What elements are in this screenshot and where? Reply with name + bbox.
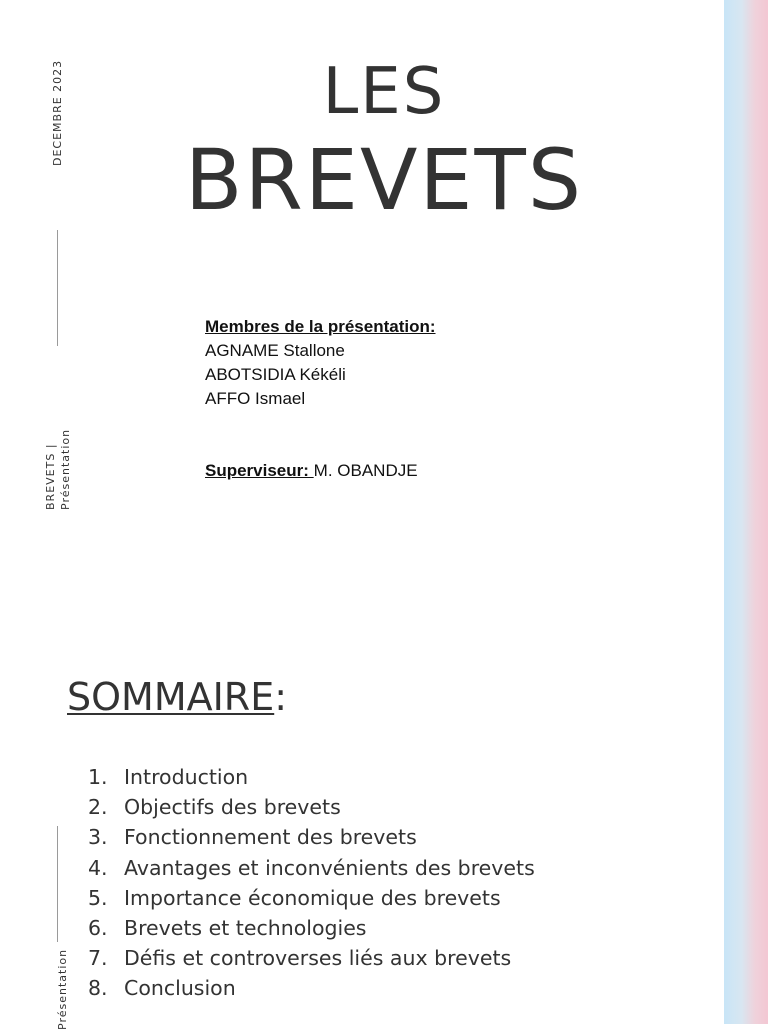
title-line2: BREVETS: [184, 131, 584, 229]
member-name: AFFO Ismael: [205, 389, 306, 408]
toc-number: 3.: [88, 825, 108, 850]
toc-item: [88, 973, 535, 1003]
table-of-contents: [88, 762, 535, 1004]
toc-number: 4.: [88, 855, 108, 880]
member-name: ABOTSIDIA Kékéli: [205, 365, 346, 384]
sommaire-colon: :: [274, 675, 288, 719]
footer-label-bottom: Présentation: [56, 948, 69, 1030]
sommaire-heading: [67, 672, 287, 722]
toc-item: [88, 792, 535, 822]
toc-number: 8.: [88, 976, 108, 1001]
vertical-divider: [57, 826, 58, 942]
toc-item: [88, 883, 535, 913]
toc-item: [88, 943, 535, 973]
member-name: AGNAME Stallone: [205, 341, 345, 360]
toc-text: Brevets et technologies: [124, 916, 367, 941]
toc-item: [88, 853, 535, 883]
toc-text: Objectifs des brevets: [124, 795, 341, 820]
sommaire-title: SOMMAIRE: [67, 675, 275, 719]
supervisor-name: M. OBANDJE: [313, 461, 418, 480]
title-line1: LES: [322, 55, 446, 129]
toc-number: 1.: [88, 765, 108, 789]
vertical-divider: [57, 230, 58, 346]
toc-number: 7.: [88, 946, 108, 971]
toc-text: Défis et controverses liés aux brevets: [124, 946, 512, 971]
toc-text: Fonctionnement des brevets: [124, 825, 417, 850]
date-label: DECEMBRE 2023: [51, 59, 64, 166]
toc-text: Importance économique des brevets: [124, 885, 501, 910]
footer-label: [43, 429, 73, 510]
toc-text: Conclusion: [124, 976, 236, 1001]
toc-item: [88, 913, 535, 943]
toc-number: 5.: [88, 885, 108, 910]
footer-line2: Présentation: [59, 428, 72, 510]
toc-item: [88, 762, 535, 792]
toc-number: 6.: [88, 916, 108, 941]
footer-line1: BREVETS |: [44, 443, 57, 510]
supervisor-label: Superviseur:: [205, 461, 314, 480]
toc-number: 2.: [88, 795, 108, 820]
members-heading: Membres de la présentation:: [205, 317, 436, 336]
members-block: [205, 315, 436, 411]
toc-text: Avantages et inconvénients des brevets: [124, 855, 535, 880]
supervisor-block: [205, 459, 418, 483]
toc-text: Introduction: [124, 765, 249, 789]
toc-item: [88, 822, 535, 852]
